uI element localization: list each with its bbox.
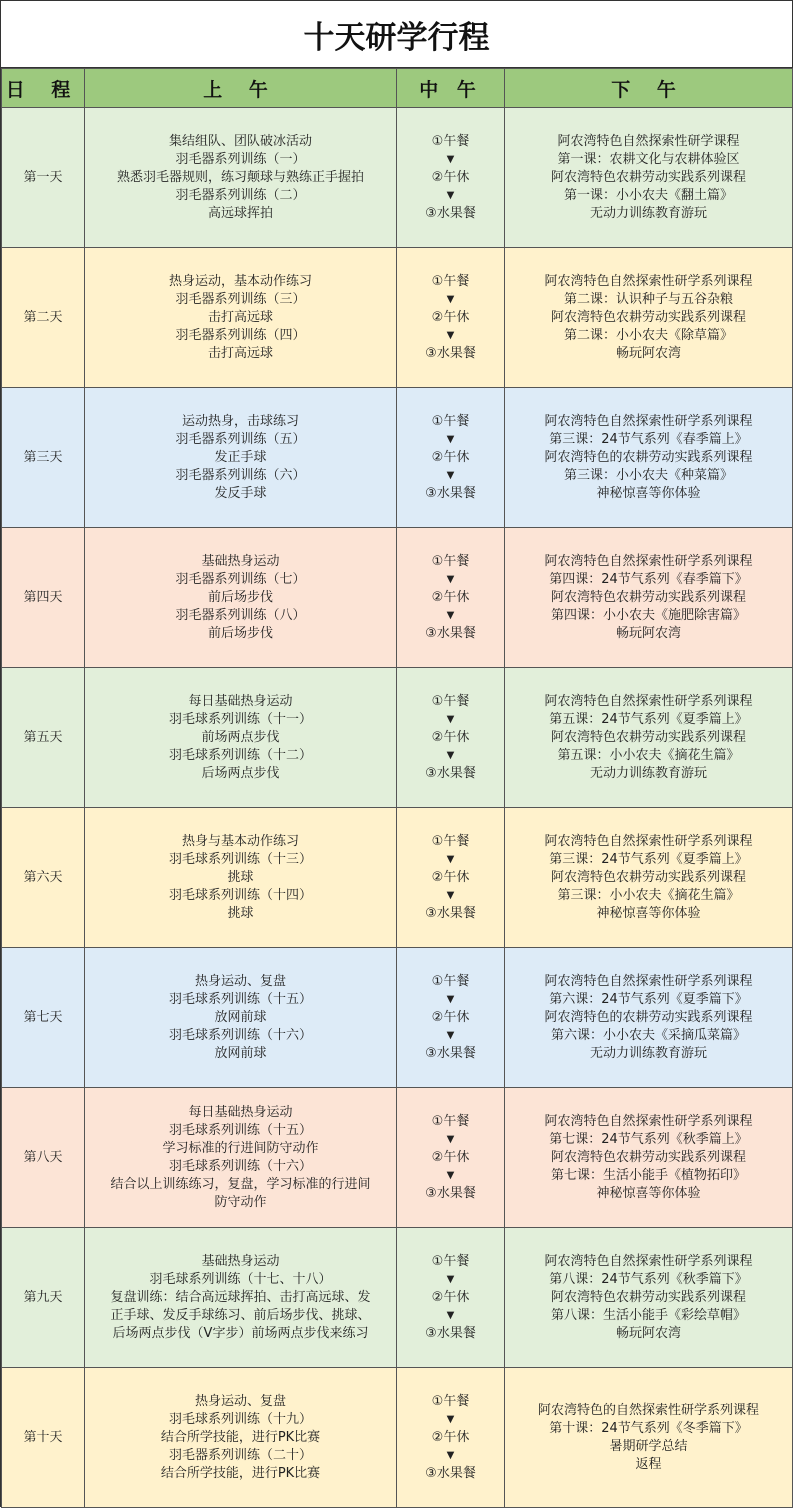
afternoon-cell xyxy=(505,108,793,248)
morning-activity: 热身运动，基本动作练习 xyxy=(168,273,312,289)
morning-activity: 发反手球 xyxy=(214,485,267,501)
morning-activity: 放网前球 xyxy=(214,1045,267,1061)
afternoon-activity: 暑期研学总结 xyxy=(609,1438,688,1454)
rest-item: ②午休 xyxy=(431,869,470,885)
noon-cell xyxy=(397,1368,505,1508)
afternoon-activity: 第三课：24节气系列《春季篇上》 xyxy=(549,431,748,447)
morning-activity: 挑球 xyxy=(227,905,254,921)
morning-activity: 击打高远球 xyxy=(207,309,273,325)
afternoon-activity: 畅玩阿农湾 xyxy=(615,625,681,641)
afternoon-cell xyxy=(505,1088,793,1228)
morning-activity: 后场两点步伐（V字步）前场两点步伐来练习 xyxy=(112,1325,369,1341)
lunch-item: ①午餐 xyxy=(431,553,470,569)
afternoon-cell xyxy=(505,388,793,528)
afternoon-activity: 阿农湾特色农耕劳动实践系列课程 xyxy=(550,169,746,185)
morning-activity: 热身与基本动作练习 xyxy=(181,833,299,849)
morning-cell xyxy=(85,668,397,808)
afternoon-activity: 第二课：小小农夫《除草篇》 xyxy=(563,327,733,343)
afternoon-activity: 阿农湾特色农耕劳动实践系列课程 xyxy=(550,1149,746,1165)
morning-cell xyxy=(85,1368,397,1508)
down-arrow-icon: ▼ xyxy=(446,293,455,305)
morning-activity: 发正手球 xyxy=(214,449,267,465)
morning-activity: 羽毛器系列训练（四） xyxy=(175,327,306,343)
afternoon-cell xyxy=(505,248,793,388)
down-arrow-icon: ▼ xyxy=(446,1133,455,1145)
afternoon-activity: 神秘惊喜等你体验 xyxy=(596,485,701,501)
down-arrow-icon: ▼ xyxy=(446,153,455,165)
table-row xyxy=(2,1088,793,1228)
header-morning: 上 午 xyxy=(85,69,397,108)
fruit-meal-item: ③水果餐 xyxy=(425,205,476,221)
afternoon-activity: 无动力训练教育游玩 xyxy=(589,205,707,221)
header-afternoon: 下 午 xyxy=(505,69,793,108)
down-arrow-icon: ▼ xyxy=(446,573,455,585)
morning-activity: 羽毛器系列训练（二十） xyxy=(168,1447,312,1463)
morning-activity: 结合以上训练练习，复盘，学习标准的行进间 xyxy=(110,1176,371,1192)
morning-activity: 挑球 xyxy=(227,869,254,885)
table-row xyxy=(2,1368,793,1508)
morning-activity: 羽毛球系列训练（十四） xyxy=(168,887,312,903)
morning-activity: 羽毛球系列训练（十七、十八） xyxy=(149,1271,332,1287)
rest-item: ②午休 xyxy=(431,589,470,605)
lunch-item: ①午餐 xyxy=(431,413,470,429)
morning-activity: 羽毛器系列训练（三） xyxy=(175,291,306,307)
noon-cell xyxy=(397,1088,505,1228)
down-arrow-icon: ▼ xyxy=(446,189,455,201)
lunch-item: ①午餐 xyxy=(431,1253,470,1269)
afternoon-activity: 阿农湾特色自然探索性研学系列课程 xyxy=(544,413,753,429)
day-label: 第十天 xyxy=(2,1368,85,1508)
afternoon-cell xyxy=(505,528,793,668)
morning-activity: 高远球挥拍 xyxy=(207,205,273,221)
morning-activity: 热身运动、复盘 xyxy=(194,973,286,989)
afternoon-activity: 第六课：小小农夫《采摘瓜菜篇》 xyxy=(550,1027,746,1043)
morning-activity: 运动热身，击球练习 xyxy=(181,413,299,429)
afternoon-activity: 阿农湾特色的农耕劳动实践系列课程 xyxy=(544,449,753,465)
morning-activity: 熟悉羽毛器规则，练习颠球与熟练正手握拍 xyxy=(116,169,364,185)
table-row xyxy=(2,528,793,668)
fruit-meal-item: ③水果餐 xyxy=(425,905,476,921)
afternoon-activity: 阿农湾特色自然探索性研学系列课程 xyxy=(544,973,753,989)
morning-activity: 羽毛器系列训练（八） xyxy=(175,607,306,623)
down-arrow-icon: ▼ xyxy=(446,993,455,1005)
down-arrow-icon: ▼ xyxy=(446,1449,455,1461)
day-label: 第四天 xyxy=(2,528,85,668)
header-noon: 中 午 xyxy=(397,69,505,108)
fruit-meal-item: ③水果餐 xyxy=(425,1325,476,1341)
day-label: 第三天 xyxy=(2,388,85,528)
down-arrow-icon: ▼ xyxy=(446,1309,455,1321)
morning-activity: 前后场步伐 xyxy=(207,625,273,641)
afternoon-cell xyxy=(505,668,793,808)
afternoon-activity: 第八课：24节气系列《秋季篇下》 xyxy=(549,1271,748,1287)
morning-cell xyxy=(85,528,397,668)
morning-activity: 后场两点步伐 xyxy=(201,765,280,781)
down-arrow-icon: ▼ xyxy=(446,469,455,481)
morning-cell xyxy=(85,808,397,948)
morning-activity: 羽毛球系列训练（十五） xyxy=(168,1122,312,1138)
afternoon-activity: 神秘惊喜等你体验 xyxy=(596,905,701,921)
morning-activity: 结合所学技能，进行PK比赛 xyxy=(160,1465,321,1481)
lunch-item: ①午餐 xyxy=(431,973,470,989)
afternoon-cell xyxy=(505,1368,793,1508)
morning-activity: 羽毛球系列训练（十六） xyxy=(168,1027,312,1043)
morning-cell xyxy=(85,388,397,528)
rest-item: ②午休 xyxy=(431,169,470,185)
lunch-item: ①午餐 xyxy=(431,693,470,709)
morning-activity: 集结组队、团队破冰活动 xyxy=(168,133,312,149)
afternoon-activity: 阿农湾特色的自然探索性研学系列课程 xyxy=(537,1402,759,1418)
morning-activity: 放网前球 xyxy=(214,1009,267,1025)
morning-activity: 羽毛球系列训练（十一） xyxy=(168,711,312,727)
table-row xyxy=(2,248,793,388)
rest-item: ②午休 xyxy=(431,1289,470,1305)
afternoon-activity: 阿农湾特色自然探索性研学系列课程 xyxy=(544,1113,753,1129)
noon-cell xyxy=(397,248,505,388)
afternoon-activity: 神秘惊喜等你体验 xyxy=(596,1185,701,1201)
morning-cell xyxy=(85,248,397,388)
rest-item: ②午休 xyxy=(431,1009,470,1025)
rest-item: ②午休 xyxy=(431,1429,470,1445)
morning-activity: 羽毛球系列训练（十九） xyxy=(168,1411,312,1427)
afternoon-activity: 阿农湾特色自然探索性研学系列课程 xyxy=(544,273,753,289)
afternoon-cell xyxy=(505,948,793,1088)
down-arrow-icon: ▼ xyxy=(446,713,455,725)
morning-activity: 学习标准的行进间防守动作 xyxy=(162,1140,319,1156)
afternoon-activity: 无动力训练教育游玩 xyxy=(589,1045,707,1061)
afternoon-activity: 第三课：小小农夫《种菜篇》 xyxy=(563,467,733,483)
down-arrow-icon: ▼ xyxy=(446,749,455,761)
morning-activity: 热身运动、复盘 xyxy=(194,1393,286,1409)
afternoon-activity: 第一课：农耕文化与农耕体验区 xyxy=(557,151,740,167)
fruit-meal-item: ③水果餐 xyxy=(425,1045,476,1061)
noon-cell xyxy=(397,948,505,1088)
table-row xyxy=(2,808,793,948)
rest-item: ②午休 xyxy=(431,309,470,325)
morning-activity: 基础热身运动 xyxy=(201,1253,280,1269)
afternoon-activity: 畅玩阿农湾 xyxy=(615,1325,681,1341)
morning-activity: 羽毛器系列训练（二） xyxy=(175,187,306,203)
fruit-meal-item: ③水果餐 xyxy=(425,485,476,501)
morning-cell xyxy=(85,1088,397,1228)
morning-activity: 正手球、发反手球练习、前后场步伐、挑球、 xyxy=(110,1307,371,1323)
noon-cell xyxy=(397,1228,505,1368)
itinerary-table xyxy=(1,68,793,1508)
afternoon-activity: 第六课：24节气系列《夏季篇下》 xyxy=(549,991,748,1007)
afternoon-activity: 第三课：24节气系列《夏季篇上》 xyxy=(549,851,748,867)
morning-activity: 每日基础热身运动 xyxy=(188,693,293,709)
afternoon-activity: 第四课：小小农夫《施肥除害篇》 xyxy=(550,607,746,623)
morning-activity: 羽毛球系列训练（十五） xyxy=(168,991,312,1007)
afternoon-activity: 无动力训练教育游玩 xyxy=(589,765,707,781)
afternoon-activity: 第七课：生活小能手《植物拓印》 xyxy=(550,1167,746,1183)
lunch-item: ①午餐 xyxy=(431,1393,470,1409)
down-arrow-icon: ▼ xyxy=(446,329,455,341)
header-row xyxy=(2,69,793,108)
afternoon-activity: 阿农湾特色自然探索性研学课程 xyxy=(557,133,740,149)
rest-item: ②午休 xyxy=(431,449,470,465)
day-label: 第八天 xyxy=(2,1088,85,1228)
lunch-item: ①午餐 xyxy=(431,1113,470,1129)
morning-activity: 前场两点步伐 xyxy=(201,729,280,745)
noon-cell xyxy=(397,808,505,948)
morning-activity: 羽毛球系列训练（十三） xyxy=(168,851,312,867)
afternoon-activity: 返程 xyxy=(635,1456,662,1472)
day-label: 第九天 xyxy=(2,1228,85,1368)
afternoon-activity: 阿农湾特色农耕劳动实践系列课程 xyxy=(550,589,746,605)
afternoon-activity: 阿农湾特色自然探索性研学系列课程 xyxy=(544,553,753,569)
afternoon-activity: 阿农湾特色自然探索性研学系列课程 xyxy=(544,693,753,709)
table-row xyxy=(2,948,793,1088)
down-arrow-icon: ▼ xyxy=(446,433,455,445)
fruit-meal-item: ③水果餐 xyxy=(425,345,476,361)
header-day: 日 程 xyxy=(2,69,85,108)
afternoon-activity: 阿农湾特色农耕劳动实践系列课程 xyxy=(550,309,746,325)
down-arrow-icon: ▼ xyxy=(446,1169,455,1181)
lunch-item: ①午餐 xyxy=(431,133,470,149)
morning-activity: 基础热身运动 xyxy=(201,553,280,569)
morning-activity: 羽毛器系列训练（五） xyxy=(175,431,306,447)
afternoon-activity: 第十课：24节气系列《冬季篇下》 xyxy=(549,1420,748,1436)
lunch-item: ①午餐 xyxy=(431,273,470,289)
afternoon-activity: 畅玩阿农湾 xyxy=(615,345,681,361)
morning-cell xyxy=(85,1228,397,1368)
afternoon-activity: 第三课：小小农夫《摘花生篇》 xyxy=(557,887,740,903)
day-label: 第七天 xyxy=(2,948,85,1088)
morning-activity: 每日基础热身运动 xyxy=(188,1104,293,1120)
rest-item: ②午休 xyxy=(431,729,470,745)
day-label: 第五天 xyxy=(2,668,85,808)
morning-activity: 羽毛器系列训练（一） xyxy=(175,151,306,167)
morning-cell xyxy=(85,108,397,248)
down-arrow-icon: ▼ xyxy=(446,1029,455,1041)
afternoon-activity: 第二课：认识种子与五谷杂粮 xyxy=(563,291,733,307)
afternoon-activity: 阿农湾特色农耕劳动实践系列课程 xyxy=(550,1289,746,1305)
afternoon-activity: 阿农湾特色的农耕劳动实践系列课程 xyxy=(544,1009,753,1025)
morning-activity: 击打高远球 xyxy=(207,345,273,361)
afternoon-activity: 阿农湾特色自然探索性研学系列课程 xyxy=(544,833,753,849)
down-arrow-icon: ▼ xyxy=(446,609,455,621)
morning-activity: 羽毛球系列训练（十六） xyxy=(168,1158,312,1174)
lunch-item: ①午餐 xyxy=(431,833,470,849)
rest-item: ②午休 xyxy=(431,1149,470,1165)
afternoon-activity: 阿农湾特色农耕劳动实践系列课程 xyxy=(550,869,746,885)
morning-activity: 防守动作 xyxy=(214,1194,267,1210)
morning-activity: 羽毛器系列训练（六） xyxy=(175,467,306,483)
afternoon-activity: 第四课：24节气系列《春季篇下》 xyxy=(549,571,748,587)
down-arrow-icon: ▼ xyxy=(446,853,455,865)
table-row xyxy=(2,668,793,808)
morning-activity: 前后场步伐 xyxy=(207,589,273,605)
day-label: 第一天 xyxy=(2,108,85,248)
afternoon-activity: 第一课：小小农夫《翻土篇》 xyxy=(563,187,733,203)
noon-cell xyxy=(397,108,505,248)
morning-activity: 结合所学技能，进行PK比赛 xyxy=(160,1429,321,1445)
afternoon-activity: 第五课：24节气系列《夏季篇上》 xyxy=(549,711,748,727)
morning-activity: 羽毛球系列训练（十二） xyxy=(168,747,312,763)
afternoon-activity: 阿农湾特色农耕劳动实践系列课程 xyxy=(550,729,746,745)
noon-cell xyxy=(397,388,505,528)
fruit-meal-item: ③水果餐 xyxy=(425,765,476,781)
morning-activity: 羽毛器系列训练（七） xyxy=(175,571,306,587)
down-arrow-icon: ▼ xyxy=(446,889,455,901)
day-label: 第六天 xyxy=(2,808,85,948)
day-label: 第二天 xyxy=(2,248,85,388)
down-arrow-icon: ▼ xyxy=(446,1273,455,1285)
afternoon-cell xyxy=(505,808,793,948)
morning-activity: 复盘训练：结合高远球挥拍、击打高远球、发 xyxy=(110,1289,371,1305)
page-title: 十天研学行程 xyxy=(1,1,792,68)
afternoon-activity: 阿农湾特色自然探索性研学系列课程 xyxy=(544,1253,753,1269)
afternoon-activity: 第七课：24节气系列《秋季篇上》 xyxy=(549,1131,748,1147)
morning-cell xyxy=(85,948,397,1088)
afternoon-cell xyxy=(505,1228,793,1368)
fruit-meal-item: ③水果餐 xyxy=(425,625,476,641)
fruit-meal-item: ③水果餐 xyxy=(425,1185,476,1201)
table-row xyxy=(2,1228,793,1368)
noon-cell xyxy=(397,668,505,808)
fruit-meal-item: ③水果餐 xyxy=(425,1465,476,1481)
afternoon-activity: 第八课：生活小能手《彩绘草帽》 xyxy=(550,1307,746,1323)
down-arrow-icon: ▼ xyxy=(446,1413,455,1425)
table-row xyxy=(2,108,793,248)
afternoon-activity: 第五课：小小农夫《摘花生篇》 xyxy=(557,747,740,763)
table-row xyxy=(2,388,793,528)
noon-cell xyxy=(397,528,505,668)
